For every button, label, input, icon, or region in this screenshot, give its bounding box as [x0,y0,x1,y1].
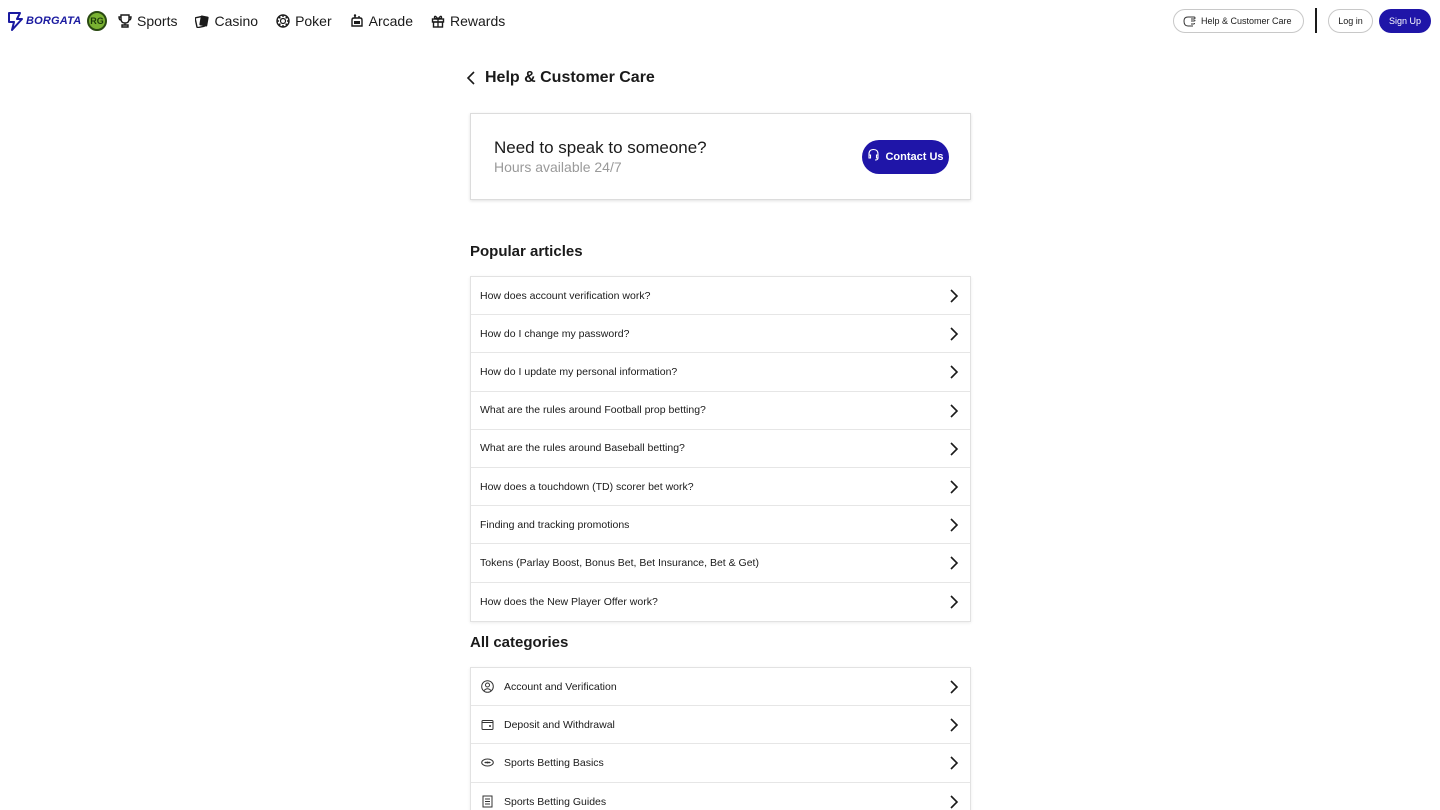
nav-label-sports: Sports [137,13,178,29]
chevron-right-icon [948,289,960,303]
popular-articles-heading: Popular articles [470,243,583,260]
header-divider [1315,8,1317,33]
category-row-deposit[interactable] [471,706,970,744]
category-row-sports-guides[interactable] [471,783,970,810]
arcade-icon [350,14,364,28]
chevron-right-icon [948,404,960,418]
user-icon [480,680,494,694]
category-row-sports-basics[interactable] [471,744,970,782]
article-title: What are the rules around Baseball betting? [480,442,685,455]
article-row[interactable] [471,353,970,391]
article-row[interactable] [471,468,970,506]
contact-hours: Hours available 24/7 [494,159,622,175]
document-icon [480,795,494,809]
headset-icon [867,148,880,161]
article-row[interactable] [471,544,970,582]
nav-item-poker[interactable] [276,12,332,30]
article-title: How does account verification work? [480,289,651,302]
article-row[interactable] [471,392,970,430]
cards-icon [195,14,209,28]
article-row[interactable] [471,315,970,353]
category-row-account[interactable] [471,668,970,706]
nav-item-rewards[interactable] [431,12,505,30]
back-button[interactable] [466,68,480,88]
login-button[interactable]: Log in [1328,9,1373,33]
contact-title: Need to speak to someone? [494,138,707,157]
poker-chip-icon [276,14,290,28]
article-title: Finding and tracking promotions [480,518,630,531]
category-label: Deposit and Withdrawal [504,718,615,731]
logo-text: BORGATA [26,15,82,27]
nav-item-sports[interactable] [118,12,177,30]
nav-label-rewards: Rewards [450,13,506,29]
chevron-right-icon [948,680,960,694]
article-title: How do I update my personal information? [480,365,678,378]
chevron-right-icon [948,442,960,456]
article-row[interactable] [471,277,970,315]
chevron-right-icon [948,327,960,341]
responsible-gaming-badge[interactable]: RG [87,11,107,31]
help-customer-care-button[interactable] [1173,9,1304,33]
borgata-logo-icon [8,12,23,31]
chevron-right-icon [948,480,960,494]
help-pill-label: Help & Customer Care [1201,16,1292,26]
article-title: What are the rules around Football prop betting? [480,404,706,417]
nav-label-arcade: Arcade [368,13,413,29]
page-title: Help & Customer Care [485,69,655,86]
hand-wave-icon [1183,15,1196,27]
contact-card [470,113,971,200]
chevron-left-icon [466,71,476,85]
contact-us-button[interactable] [862,140,949,174]
article-row[interactable] [471,506,970,544]
article-title: How does a touchdown (TD) scorer bet work? [480,480,694,493]
trophy-icon [118,14,132,28]
popular-articles-list [470,276,971,622]
contact-us-label: Contact Us [885,151,944,163]
chevron-right-icon [948,556,960,570]
borgata-logo[interactable] [8,11,81,31]
chevron-right-icon [948,756,960,770]
category-label: Sports Betting Guides [504,795,607,808]
chevron-right-icon [948,518,960,532]
nav-label-poker: Poker [295,13,332,29]
article-row[interactable] [471,583,970,621]
chevron-right-icon [948,365,960,379]
top-navigation [0,0,1440,42]
article-title: Tokens (Parlay Boost, Bonus Bet, Bet Insurance, Bet & Get) [480,556,759,569]
nav-item-arcade[interactable] [350,12,413,30]
nav-label-casino: Casino [214,13,259,29]
category-label: Account and Verification [504,680,617,693]
category-label: Sports Betting Basics [504,756,604,769]
wallet-icon [480,718,494,732]
article-row[interactable] [471,430,970,468]
article-title: How do I change my password? [480,327,630,340]
main-nav [118,12,523,30]
page-header [466,68,655,88]
signup-button[interactable]: Sign Up [1379,9,1431,33]
football-icon [480,756,494,770]
all-categories-heading: All categories [470,634,569,651]
gift-icon [431,14,445,28]
article-title: How does the New Player Offer work? [480,595,658,608]
chevron-right-icon [948,718,960,732]
categories-list [470,667,971,810]
chevron-right-icon [948,595,960,609]
nav-item-casino[interactable] [195,12,258,30]
chevron-right-icon [948,795,960,809]
